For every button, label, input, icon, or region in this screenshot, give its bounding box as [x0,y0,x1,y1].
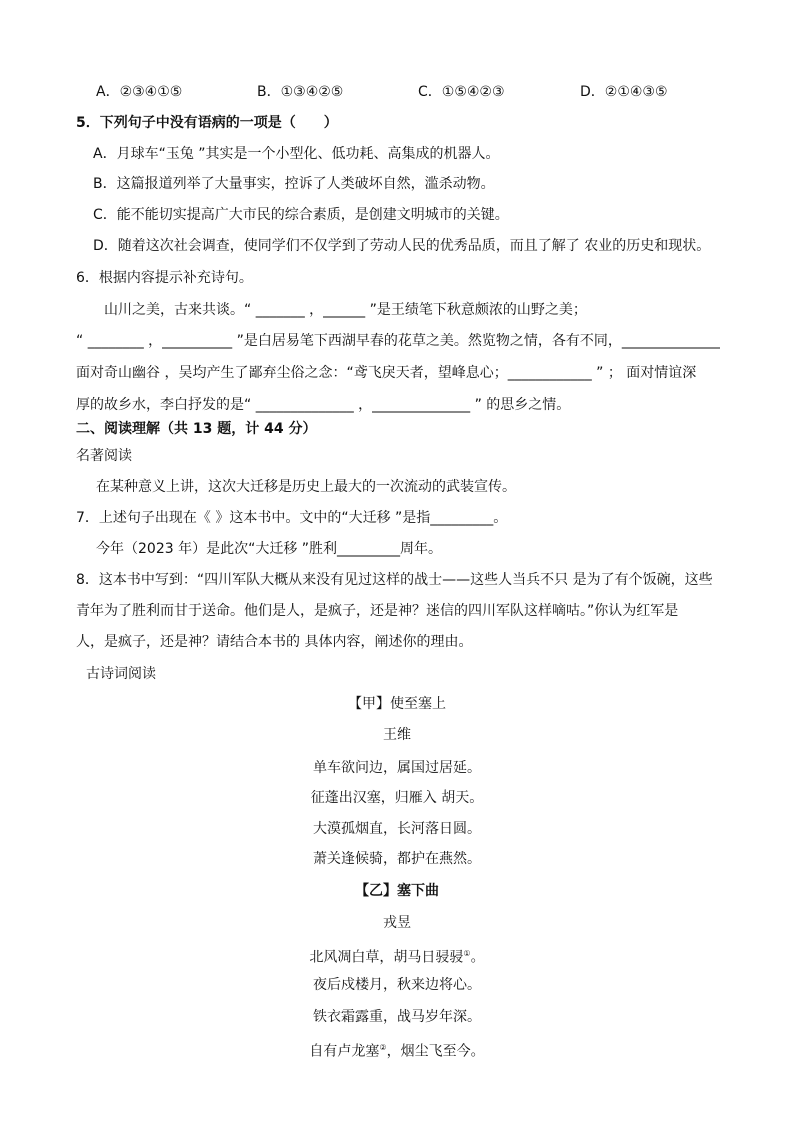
q8-line-1: 8．这本书中写到：“四川军队大概从来没有见过这样的战士——这些人当兵不只 是为了有个饭碗，这些 [76,572,713,588]
footnote-marker: ② [379,1043,387,1052]
q8-line-2: 青年为了胜利而甘于送命。他们是人，是疯子，还是神？迷信的四川军队这样嘀咕。”你认为红军是 [76,603,679,619]
poem-yi-line [0,944,794,968]
q5-stem: 5．下列句子中没有语病的一项是（ ） [76,115,338,131]
q4-option-a: A．②③④①⑤ [96,84,183,100]
poem-yi-line-punct: 。 [470,949,485,966]
q6-line-2: “ ________ ，__________ ”是白居易笔下西湖早春的花草之美。然览物之情，各有不同，______________ [76,333,720,349]
footnote-marker: ① [463,949,471,958]
q6-stem: 6．根据内容提示补充诗句。 [76,270,253,286]
q5-option-b: B．这篇报道列举了大量事实，控诉了人类破坏自然，滥杀动物。 [93,176,495,192]
poem-jia-line: 萧关逢候骑，都护在燕然。 [313,851,481,867]
q5-option-a: A．月球车“玉兔 ”其实是一个小型化、低功耗、高集成的机器人。 [93,146,500,162]
poem-jia-title: 【甲】使至塞上 [348,696,446,712]
poem-yi-line-punct: ，烟尘飞至今。 [386,1043,485,1060]
q5-option-d: D．随着这次社会调查，使同学们不仅学到了劳动人民的优秀品质，而且了解了 农业的历史和现状。 [93,238,711,254]
poem-jia-line: 征蓬出汉塞，归雁入 胡天。 [310,790,484,806]
q6-line-4: 厚的故乡水，李白抒发的是“ ______________ ，______________ ” 的思乡之情。 [76,397,571,413]
poem-jia-line: 大漠孤烟直，长河落日圆。 [313,821,481,837]
q7-line-1: 7．上述句子出现在《 》这本书中。文中的“大迁移 ”是指_________。 [76,510,508,526]
q5-option-c: C．能不能切实提高广大市民的综合素质，是创建文明城市的关键。 [93,207,509,223]
q4-option-b: B．①③④②⑤ [257,84,344,100]
poem-yi-line-text: 自有卢龙塞 [309,1043,380,1060]
section-heading: 二、阅读理解（共 13 题，计 44 分） [76,421,317,437]
q4-option-c: C．①⑤④②③ [418,84,505,100]
q4-option-d: D．②①④③⑤ [580,84,668,100]
subsection-classics: 名著阅读 [76,448,132,464]
poem-yi-line: 铁衣霜露重，战马岁年深。 [313,1009,481,1025]
poem-yi-author: 戎昱 [383,915,411,931]
subsection-poetry: 古诗词阅读 [86,666,156,682]
poem-yi-line: 夜后戍楼月，秋来边将心。 [313,977,481,993]
poem-jia-line: 单车欲问边，属国过居延。 [313,760,481,776]
q6-line-1: 山川之美，古来共谈。“ _______ ，______ ”是王绩笔下秋意颇浓的山野之美； [104,302,587,318]
q8-line-3: 人，是疯子，还是神？请结合本书的 具体内容，阐述你的理由。 [76,634,473,650]
q7-line-2: 今年（2023 年）是此次“大迁移 ”胜利_________周年。 [96,541,443,557]
q6-line-3: 面对奇山幽谷 ，吴均产生了鄙弃尘俗之念：“鸢飞戾天者，望峰息心；____________ ” ； 面对情谊深 [76,365,697,381]
poem-yi-line-text: 北风凋白草，胡马日骎骎 [309,949,464,966]
poem-yi-line [0,1038,794,1062]
classics-quote: 在某种意义上讲，这次大迁移是历史上最大的一次流动的武装宣传。 [96,479,516,495]
poem-jia-author: 王维 [383,727,411,743]
poem-yi-title: 【乙】塞下曲 [355,883,439,899]
